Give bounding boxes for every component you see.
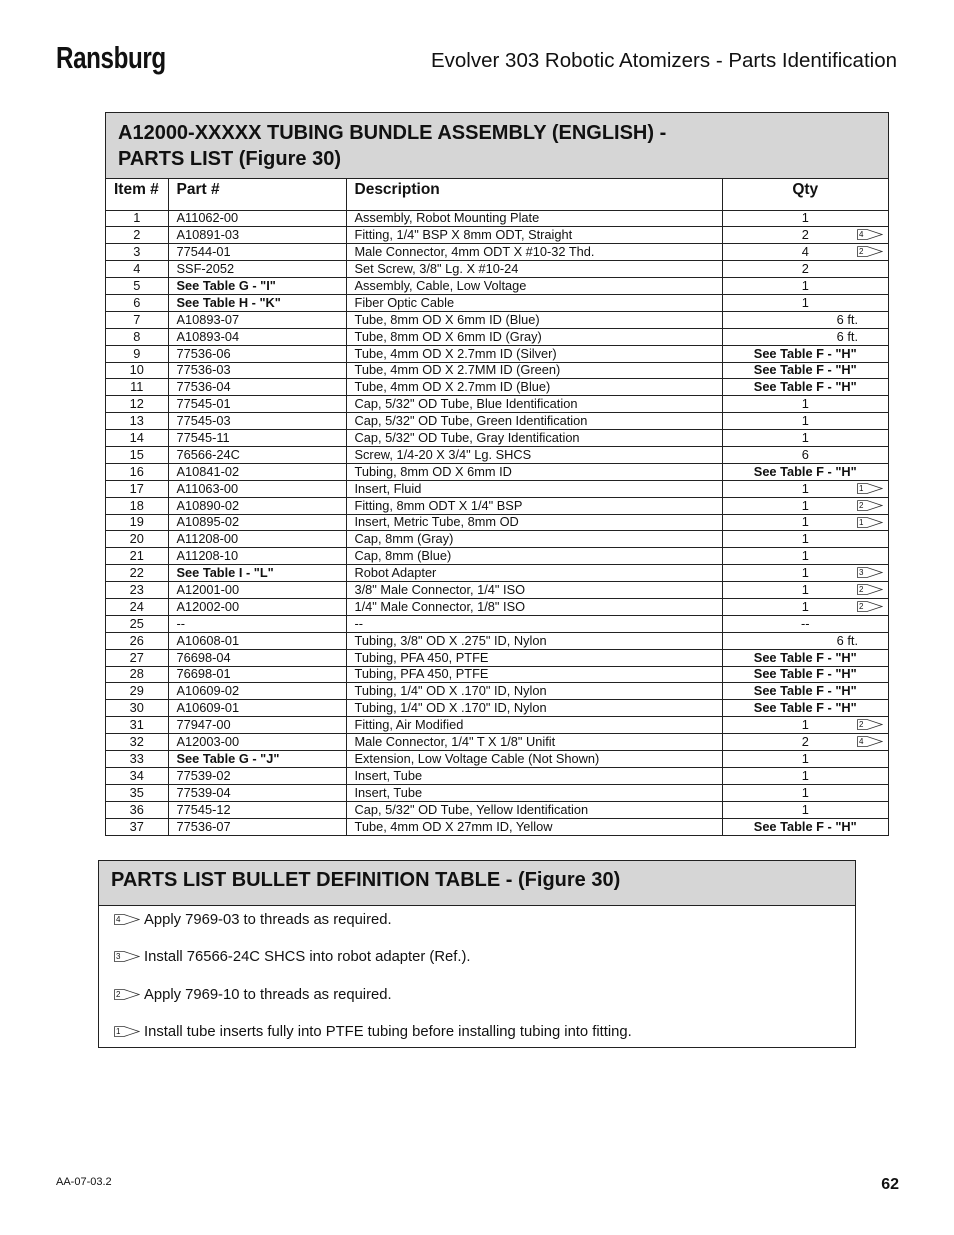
description-cell: Fiber Optic Cable xyxy=(346,294,722,311)
table-row xyxy=(106,446,888,463)
bullet-arrow-icon xyxy=(857,719,883,730)
bullet-number: 2 xyxy=(859,585,864,595)
qty-value: 1 xyxy=(801,430,809,446)
qty-cell xyxy=(722,582,888,599)
part-number-cell: -- xyxy=(168,615,346,632)
item-number-cell: 27 xyxy=(106,649,168,666)
description-cell: Set Screw, 3/8" Lg. X #10-24 xyxy=(346,261,722,278)
parts-list-table xyxy=(105,112,889,836)
item-number-cell: 29 xyxy=(106,683,168,700)
qty-value: 1 xyxy=(801,784,809,800)
part-number-cell: A10893-07 xyxy=(168,311,346,328)
table-row xyxy=(106,497,888,514)
bullet-arrow-icon xyxy=(114,914,140,925)
item-number-cell: 16 xyxy=(106,463,168,480)
item-number-cell: 12 xyxy=(106,396,168,413)
part-number-cell: 77947-00 xyxy=(168,717,346,734)
qty-value: 1 xyxy=(801,396,809,412)
qty-value: 1 xyxy=(801,750,809,766)
item-number-cell: 6 xyxy=(106,294,168,311)
item-number-cell: 14 xyxy=(106,430,168,447)
bullet-definition-text: Install 76566-24C SHCS into robot adapter (Ref.). xyxy=(144,949,471,965)
bullet-number: 2 xyxy=(859,500,864,510)
qty-cell xyxy=(722,751,888,768)
part-number-cell: See Table H - "K" xyxy=(168,294,346,311)
bullet-number: 4 xyxy=(859,737,864,747)
qty-cell xyxy=(722,328,888,345)
description-cell: Insert, Metric Tube, 8mm OD xyxy=(346,514,722,531)
description-cell: Fitting, Air Modified xyxy=(346,717,722,734)
qty-cell xyxy=(722,463,888,480)
table-row xyxy=(106,430,888,447)
qty-value: 4 xyxy=(801,244,809,260)
qty-cell xyxy=(722,734,888,751)
table-row xyxy=(106,751,888,768)
description-cell: Cap, 5/32" OD Tube, Gray Identification xyxy=(346,430,722,447)
qty-cell xyxy=(722,446,888,463)
item-number-cell: 26 xyxy=(106,632,168,649)
description-cell: 3/8" Male Connector, 1/4" ISO xyxy=(346,582,722,599)
part-number-cell: 77536-07 xyxy=(168,818,346,835)
qty-cell xyxy=(722,379,888,396)
description-cell: Tube, 8mm OD X 6mm ID (Blue) xyxy=(346,311,722,328)
qty-value: 1 xyxy=(801,514,809,530)
qty-value: 1 xyxy=(801,294,809,310)
table-row xyxy=(106,818,888,835)
part-number-cell: A11208-10 xyxy=(168,548,346,565)
qty-value: See Table F - "H" xyxy=(753,379,857,395)
part-number-cell: See Table G - "I" xyxy=(168,278,346,295)
bullet-number: 4 xyxy=(859,230,864,240)
table-row xyxy=(106,379,888,396)
qty-value: See Table F - "H" xyxy=(753,463,857,479)
item-number-cell: 7 xyxy=(106,311,168,328)
description-cell: -- xyxy=(346,615,722,632)
qty-cell xyxy=(722,311,888,328)
item-number-cell: 25 xyxy=(106,615,168,632)
document-code: AA-07-03.2 xyxy=(56,1176,112,1188)
qty-cell xyxy=(722,818,888,835)
qty-value: See Table F - "H" xyxy=(753,666,857,682)
table-row xyxy=(106,615,888,632)
description-cell: Fitting, 1/4" BSP X 8mm ODT, Straight xyxy=(346,227,722,244)
table-row xyxy=(106,717,888,734)
item-number-cell: 32 xyxy=(106,734,168,751)
bullet-arrow-icon xyxy=(114,1026,140,1037)
qty-value: See Table F - "H" xyxy=(753,649,857,665)
part-number-cell: A10841-02 xyxy=(168,463,346,480)
item-number-cell: 1 xyxy=(106,210,168,227)
bullet-definition-text: Apply 7969-10 to threads as required. xyxy=(144,987,392,1003)
description-cell: Robot Adapter xyxy=(346,565,722,582)
part-number-cell: 77539-04 xyxy=(168,784,346,801)
bullet-number: 1 xyxy=(116,1027,121,1036)
qty-value: 2 xyxy=(801,227,809,243)
parts-list-title-line1: A12000-XXXXX TUBING BUNDLE ASSEMBLY (ENGLISH) - xyxy=(118,122,667,144)
part-number-cell: A10609-01 xyxy=(168,700,346,717)
table-row xyxy=(106,278,888,295)
description-cell: Tubing, PFA 450, PTFE xyxy=(346,666,722,683)
table-row xyxy=(106,311,888,328)
table-row xyxy=(106,396,888,413)
table-row xyxy=(106,413,888,430)
description-cell: Tubing, 1/4" OD X .170" ID, Nylon xyxy=(346,700,722,717)
column-header-part: Part # xyxy=(168,179,346,210)
item-number-cell: 35 xyxy=(106,784,168,801)
part-number-cell: SSF-2052 xyxy=(168,261,346,278)
description-cell: Tubing, 1/4" OD X .170" ID, Nylon xyxy=(346,683,722,700)
part-number-cell: 77539-02 xyxy=(168,767,346,784)
table-row xyxy=(106,565,888,582)
qty-value: 1 xyxy=(801,565,809,581)
bullet-arrow-icon xyxy=(857,500,883,511)
qty-value: -- xyxy=(800,615,810,631)
part-number-cell: A10891-03 xyxy=(168,227,346,244)
qty-value: 1 xyxy=(801,480,809,496)
item-number-cell: 3 xyxy=(106,244,168,261)
qty-cell xyxy=(722,615,888,632)
qty-cell xyxy=(722,700,888,717)
part-number-cell: A12003-00 xyxy=(168,734,346,751)
item-number-cell: 4 xyxy=(106,261,168,278)
part-number-cell: A10608-01 xyxy=(168,632,346,649)
qty-cell xyxy=(722,649,888,666)
qty-cell xyxy=(722,430,888,447)
qty-cell xyxy=(722,413,888,430)
table-row xyxy=(106,632,888,649)
item-number-cell: 23 xyxy=(106,582,168,599)
column-header-description: Description xyxy=(346,179,722,210)
item-number-cell: 22 xyxy=(106,565,168,582)
item-number-cell: 15 xyxy=(106,446,168,463)
qty-value: 6 ft. xyxy=(836,311,858,327)
qty-value: See Table F - "H" xyxy=(753,362,857,378)
qty-value: 1 xyxy=(801,548,809,564)
table-row xyxy=(106,514,888,531)
bullet-arrow-icon xyxy=(114,989,140,1000)
qty-value: 1 xyxy=(801,598,809,614)
part-number-cell: 77544-01 xyxy=(168,244,346,261)
table-row xyxy=(106,734,888,751)
bullet-table-title: PARTS LIST BULLET DEFINITION TABLE - (Figure 30) xyxy=(99,861,855,906)
bullet-arrow-icon xyxy=(857,601,883,612)
table-row xyxy=(106,700,888,717)
description-cell: Cap, 5/32" OD Tube, Blue Identification xyxy=(346,396,722,413)
part-number-cell: 77545-01 xyxy=(168,396,346,413)
document-title: Evolver 303 Robotic Atomizers - Parts Identification xyxy=(430,49,897,72)
page-number: 62 xyxy=(881,1176,899,1193)
description-cell: Insert, Fluid xyxy=(346,480,722,497)
bullet-arrow-icon xyxy=(857,584,883,595)
part-number-cell: 76698-04 xyxy=(168,649,346,666)
bullet-arrow-icon xyxy=(857,567,883,578)
bullet-number: 1 xyxy=(859,517,864,527)
table-row xyxy=(106,227,888,244)
description-cell: Assembly, Cable, Low Voltage xyxy=(346,278,722,295)
qty-cell xyxy=(722,497,888,514)
description-cell: Tube, 8mm OD X 6mm ID (Gray) xyxy=(346,328,722,345)
table-row xyxy=(106,294,888,311)
item-number-cell: 28 xyxy=(106,666,168,683)
qty-value: 1 xyxy=(801,278,809,293)
qty-cell xyxy=(722,767,888,784)
part-number-cell: 77536-06 xyxy=(168,345,346,362)
item-number-cell: 13 xyxy=(106,413,168,430)
table-row xyxy=(106,362,888,379)
part-number-cell: A11063-00 xyxy=(168,480,346,497)
table-row xyxy=(106,649,888,666)
description-cell: Tubing, PFA 450, PTFE xyxy=(346,649,722,666)
description-cell: 1/4" Male Connector, 1/8" ISO xyxy=(346,598,722,615)
item-number-cell: 34 xyxy=(106,767,168,784)
part-number-cell: 77536-03 xyxy=(168,362,346,379)
part-number-cell: A10609-02 xyxy=(168,683,346,700)
table-row xyxy=(106,548,888,565)
qty-cell xyxy=(722,717,888,734)
qty-value: 1 xyxy=(801,413,809,429)
bullet-number: 2 xyxy=(859,247,864,257)
qty-cell xyxy=(722,362,888,379)
qty-cell xyxy=(722,227,888,244)
bullet-definition-item xyxy=(114,987,392,1003)
part-number-cell: 77545-11 xyxy=(168,430,346,447)
qty-cell xyxy=(722,480,888,497)
bullet-definition-text: Install tube inserts fully into PTFE tubing before installing tubing into fitting. xyxy=(144,1024,632,1040)
bullet-arrow-icon xyxy=(857,736,883,747)
table-row xyxy=(106,683,888,700)
qty-cell xyxy=(722,294,888,311)
item-number-cell: 2 xyxy=(106,227,168,244)
parts-grid xyxy=(106,179,888,835)
qty-cell xyxy=(722,278,888,295)
part-number-cell: See Table G - "J" xyxy=(168,751,346,768)
table-row xyxy=(106,784,888,801)
item-number-cell: 8 xyxy=(106,328,168,345)
qty-value: 6 xyxy=(801,446,809,462)
part-number-cell: A10893-04 xyxy=(168,328,346,345)
qty-cell xyxy=(722,514,888,531)
item-number-cell: 21 xyxy=(106,548,168,565)
description-cell: Cap, 8mm (Blue) xyxy=(346,548,722,565)
description-cell: Extension, Low Voltage Cable (Not Shown) xyxy=(346,751,722,768)
qty-value: See Table F - "H" xyxy=(753,683,857,699)
qty-cell xyxy=(722,598,888,615)
table-row xyxy=(106,666,888,683)
qty-cell xyxy=(722,261,888,278)
description-cell: Cap, 5/32" OD Tube, Yellow Identification xyxy=(346,801,722,818)
part-number-cell: 76698-01 xyxy=(168,666,346,683)
description-cell: Insert, Tube xyxy=(346,784,722,801)
description-cell: Male Connector, 1/4" T X 1/8" Unifit xyxy=(346,734,722,751)
description-cell: Tube, 4mm OD X 2.7mm ID (Blue) xyxy=(346,379,722,396)
part-number-cell: 77536-04 xyxy=(168,379,346,396)
part-number-cell: A10890-02 xyxy=(168,497,346,514)
part-number-cell: 77545-12 xyxy=(168,801,346,818)
qty-value: 1 xyxy=(801,531,809,547)
description-cell: Tube, 4mm OD X 2.7mm ID (Silver) xyxy=(346,345,722,362)
qty-value: 1 xyxy=(801,497,809,513)
part-number-cell: A12001-00 xyxy=(168,582,346,599)
description-cell: Male Connector, 4mm ODT X #10-32 Thd. xyxy=(346,244,722,261)
column-header-item: Item # xyxy=(106,179,168,210)
bullet-number: 4 xyxy=(116,915,121,924)
qty-cell xyxy=(722,548,888,565)
qty-cell xyxy=(722,210,888,227)
qty-cell xyxy=(722,632,888,649)
description-cell: Cap, 8mm (Gray) xyxy=(346,531,722,548)
parts-list-header xyxy=(106,113,888,179)
table-row xyxy=(106,801,888,818)
qty-cell xyxy=(722,345,888,362)
table-row xyxy=(106,598,888,615)
table-row xyxy=(106,463,888,480)
qty-value: See Table F - "H" xyxy=(753,345,857,361)
item-number-cell: 37 xyxy=(106,818,168,835)
bullet-number: 3 xyxy=(859,568,864,578)
column-header-qty: Qty xyxy=(722,179,888,210)
qty-value: 2 xyxy=(801,734,809,750)
table-row xyxy=(106,767,888,784)
item-number-cell: 30 xyxy=(106,700,168,717)
parts-rows xyxy=(106,210,888,835)
item-number-cell: 31 xyxy=(106,717,168,734)
bullet-arrow-icon xyxy=(857,229,883,240)
parts-column-header-row xyxy=(106,179,888,210)
description-cell: Tubing, 3/8" OD X .275" ID, Nylon xyxy=(346,632,722,649)
part-number-cell: A12002-00 xyxy=(168,598,346,615)
item-number-cell: 20 xyxy=(106,531,168,548)
part-number-cell: A11208-00 xyxy=(168,531,346,548)
qty-cell xyxy=(722,666,888,683)
qty-cell xyxy=(722,683,888,700)
bullet-definition-item xyxy=(114,912,392,928)
qty-value: 1 xyxy=(801,717,809,733)
table-row xyxy=(106,210,888,227)
bullet-arrow-icon xyxy=(857,517,883,528)
bullet-definition-text: Apply 7969-03 to threads as required. xyxy=(144,912,392,928)
qty-value: See Table F - "H" xyxy=(753,818,857,834)
description-cell: Assembly, Robot Mounting Plate xyxy=(346,210,722,227)
bullet-definition-item xyxy=(114,949,471,965)
item-number-cell: 9 xyxy=(106,345,168,362)
item-number-cell: 11 xyxy=(106,379,168,396)
qty-value: See Table F - "H" xyxy=(753,700,857,716)
item-number-cell: 18 xyxy=(106,497,168,514)
part-number-cell: 76566-24C xyxy=(168,446,346,463)
table-row xyxy=(106,345,888,362)
qty-value: 1 xyxy=(801,801,809,817)
bullet-definition-table xyxy=(98,860,856,1048)
item-number-cell: 10 xyxy=(106,362,168,379)
qty-cell xyxy=(722,396,888,413)
bullet-arrow-icon xyxy=(857,483,883,494)
description-cell: Tubing, 8mm OD X 6mm ID xyxy=(346,463,722,480)
description-cell: Screw, 1/4-20 X 3/4" Lg. SHCS xyxy=(346,446,722,463)
description-cell: Tube, 4mm OD X 27mm ID, Yellow xyxy=(346,818,722,835)
qty-cell xyxy=(722,531,888,548)
table-row xyxy=(106,480,888,497)
qty-value: 6 ft. xyxy=(836,632,858,648)
qty-cell xyxy=(722,565,888,582)
table-row xyxy=(106,328,888,345)
bullet-arrow-icon xyxy=(857,246,883,257)
qty-value: 1 xyxy=(801,210,809,226)
table-row xyxy=(106,531,888,548)
description-cell: Tube, 4mm OD X 2.7MM ID (Green) xyxy=(346,362,722,379)
part-number-cell: A10895-02 xyxy=(168,514,346,531)
item-number-cell: 5 xyxy=(106,278,168,295)
parts-list-title-line2: PARTS LIST (Figure 30) xyxy=(118,148,341,170)
qty-value: 1 xyxy=(801,767,809,783)
item-number-cell: 19 xyxy=(106,514,168,531)
bullet-number: 2 xyxy=(116,990,121,999)
item-number-cell: 17 xyxy=(106,480,168,497)
description-cell: Fitting, 8mm ODT X 1/4" BSP xyxy=(346,497,722,514)
item-number-cell: 33 xyxy=(106,751,168,768)
bullet-number: 2 xyxy=(859,601,864,611)
qty-value: 2 xyxy=(801,261,809,277)
part-number-cell: See Table I - "L" xyxy=(168,565,346,582)
item-number-cell: 36 xyxy=(106,801,168,818)
bullet-definition-item xyxy=(114,1024,632,1040)
qty-value: 1 xyxy=(801,582,809,598)
qty-value: 6 ft. xyxy=(836,328,858,344)
table-row xyxy=(106,582,888,599)
description-cell: Cap, 5/32" OD Tube, Green Identification xyxy=(346,413,722,430)
table-row xyxy=(106,261,888,278)
item-number-cell: 24 xyxy=(106,598,168,615)
part-number-cell: 77545-03 xyxy=(168,413,346,430)
description-cell: Insert, Tube xyxy=(346,767,722,784)
bullet-arrow-icon xyxy=(114,951,140,962)
qty-cell xyxy=(722,801,888,818)
part-number-cell: A11062-00 xyxy=(168,210,346,227)
qty-cell xyxy=(722,784,888,801)
bullet-number: 1 xyxy=(859,483,864,493)
bullet-number: 3 xyxy=(116,952,121,961)
table-row xyxy=(106,244,888,261)
brand-logo: Ransburg xyxy=(56,40,166,75)
qty-cell xyxy=(722,244,888,261)
bullet-number: 2 xyxy=(859,720,864,730)
